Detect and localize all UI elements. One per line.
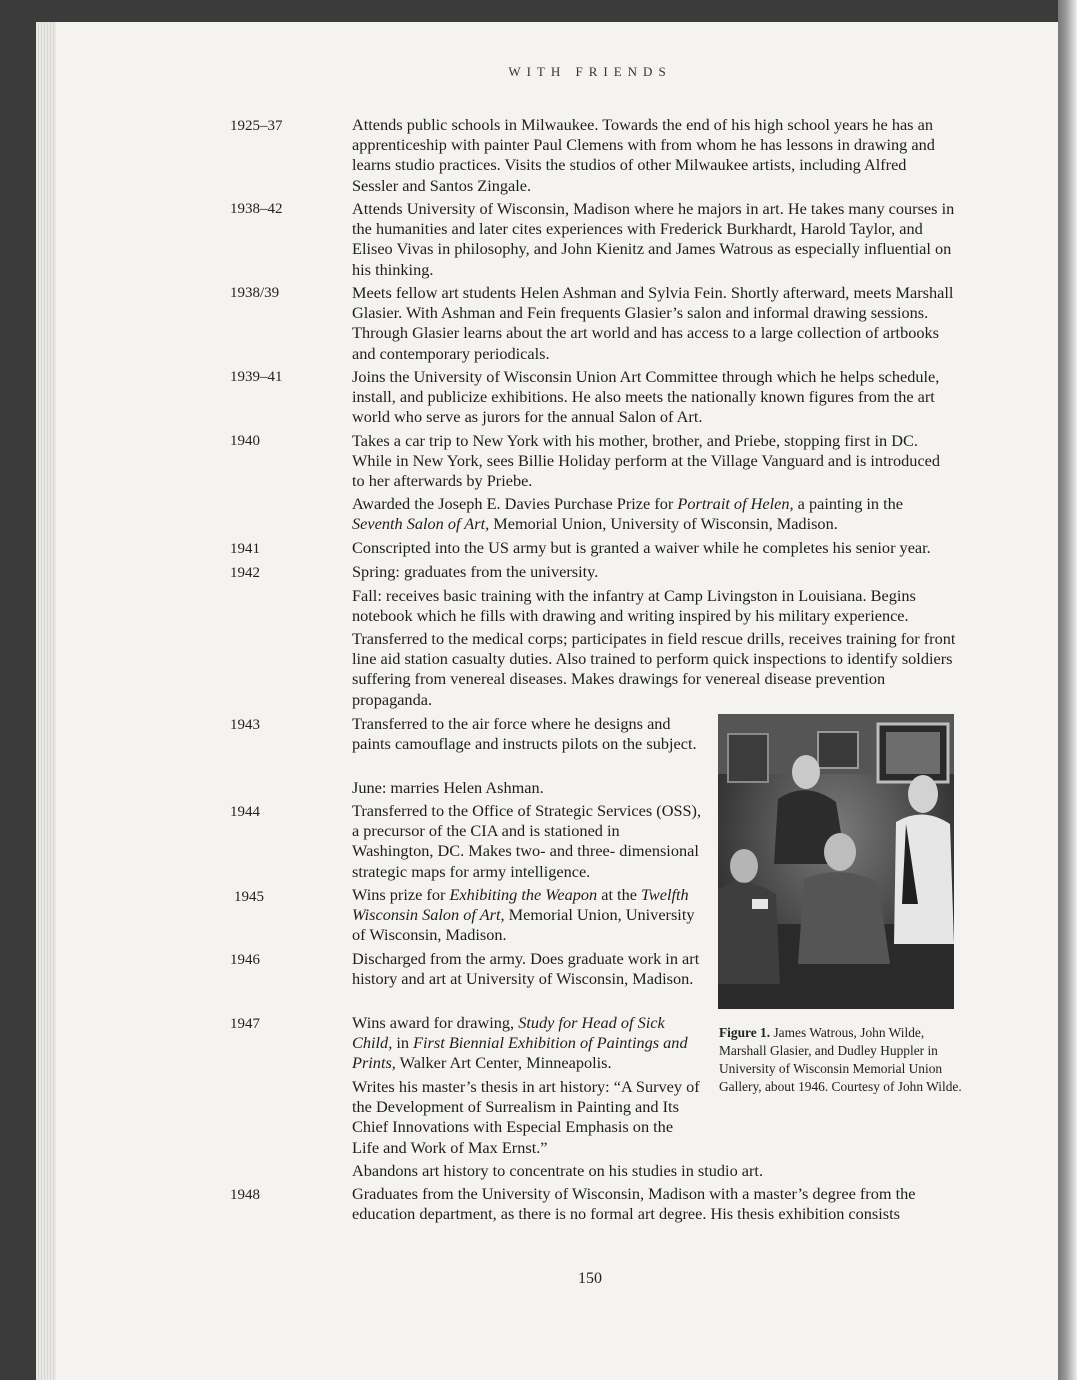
figure-label: Figure 1.	[719, 1025, 771, 1040]
page-stack-edge	[36, 22, 56, 1380]
figure-photograph	[718, 714, 954, 1009]
year-label: 1938/39	[230, 285, 280, 301]
entry-text: Attends public schools in Milwaukee. Towards the end of his high school years he has an apprenticeship with painter Paul Clemens with from whom he has lessons in drawing and learns studio practices. Visits the studios of other Milwaukee artists, including Alfred Sessler and Santos Zingale.	[352, 115, 935, 195]
entry-text: Wins award for drawing, Study for Head of Sick Child, in First Biennial Exhibition of Paintings and Prints, Walker Art Center, Minneapolis.	[352, 1013, 688, 1073]
year-label: 1939–41	[230, 369, 283, 385]
year-label: 1940	[230, 433, 260, 449]
entry-text: Attends University of Wisconsin, Madison where he majors in art. He takes many courses in the humanities and later cites experiences with Frederick Burkhardt, Harold Taylor, and Eliseo Vivas in philosophy, and John Kienitz and James Watrous as especially influential on his thinking.	[352, 199, 955, 279]
year-label: 1943	[230, 717, 260, 733]
figure-caption	[719, 1024, 963, 1096]
entry-text: Meets fellow art students Helen Ashman and Sylvia Fein. Shortly afterward, meets Marshall Glasier. With Ashman and Fein frequents Glasier’s salon and informal drawing sessions. Through Glasier learns about the art world and has access to a large collection of artbooks and contemporary periodicals.	[352, 283, 954, 363]
entry-text: Transferred to the air force where he designs and paints camouflage and instructs pilots on the subject.	[352, 714, 697, 754]
year-label: 1947	[230, 1016, 260, 1032]
entry-text: Takes a car trip to New York with his mother, brother, and Priebe, stopping first in DC. While in New York, sees Billie Holiday perform at the Village Vanguard and is introduced to her afterwards by Priebe.	[352, 431, 941, 491]
entry-text: Writes his master’s thesis in art history: “A Survey of the Development of Surrealism in Painting and Its Chief Innovations with Especial Emphasis on the Life and Work of Max Ernst.”	[352, 1077, 700, 1157]
entry-text: Conscripted into the US army but is granted a waiver while he completes his senior year.	[352, 538, 931, 557]
entry-text: Graduates from the University of Wisconsin, Madison with a master’s degree from the education department, as there is no formal art degree. His thesis exhibition consists	[352, 1184, 916, 1224]
year-label: 1938–42	[230, 201, 283, 217]
year-label: 1941	[230, 541, 260, 557]
year-label: 1948	[230, 1187, 260, 1203]
entry-text: Awarded the Joseph E. Davies Purchase Prize for Portrait of Helen, a painting in the Seventh Salon of Art, Memorial Union, University of Wisconsin, Madison.	[352, 494, 904, 534]
year-label: 1945	[234, 889, 264, 905]
entry-text: Spring: graduates from the university.	[352, 562, 599, 581]
entry-text: Joins the University of Wisconsin Union Art Committee through which he helps schedule, install, and publicize exhibitions. He also meets the nationally known figures from the art world who serve as jurors for the annual Salon of Art.	[352, 367, 940, 427]
year-label: 1942	[230, 565, 260, 581]
running-head: WITH FRIENDS	[508, 64, 672, 79]
entry-text: Transferred to the medical corps; participates in field rescue drills, receives training for front line aid station casualty duties. Also trained to perform quick inspections to identify soldiers suffering from venereal diseases. Makes drawings for venereal disease prevention propaganda.	[352, 629, 956, 709]
year-label: 1946	[230, 952, 260, 968]
entry-text: June: marries Helen Ashman.	[352, 778, 544, 797]
figure-caption-text: James Watrous, John Wilde, Marshall Glasier, and Dudley Huppler in University of Wisconsin Memorial Union Gallery, about 1946. Courtesy of John Wilde.	[719, 1025, 962, 1094]
entry-text: Discharged from the army. Does graduate work in art history and art at University of Wisconsin, Madison.	[352, 949, 700, 989]
entry-text: Wins prize for Exhibiting the Weapon at the Twelfth Wisconsin Salon of Art, Memorial Union, University of Wisconsin, Madison.	[352, 885, 695, 945]
year-label: 1925–37	[230, 118, 283, 134]
entry-text: Fall: receives basic training with the infantry at Camp Livingston in Louisiana. Begins notebook which he fills with drawing and writing inspired by his military experience.	[352, 586, 916, 626]
entry-text: Abandons art history to concentrate on his studies in studio art.	[352, 1161, 764, 1180]
adjacent-page-edge	[1058, 0, 1077, 1380]
entry-text: Transferred to the Office of Strategic Services (OSS), a precursor of the CIA and is stationed in Washington, DC. Makes two- and three- dimensional strategic maps for army intelligence.	[352, 801, 702, 881]
page-number: 150	[578, 1270, 602, 1287]
year-label: 1944	[230, 804, 260, 820]
